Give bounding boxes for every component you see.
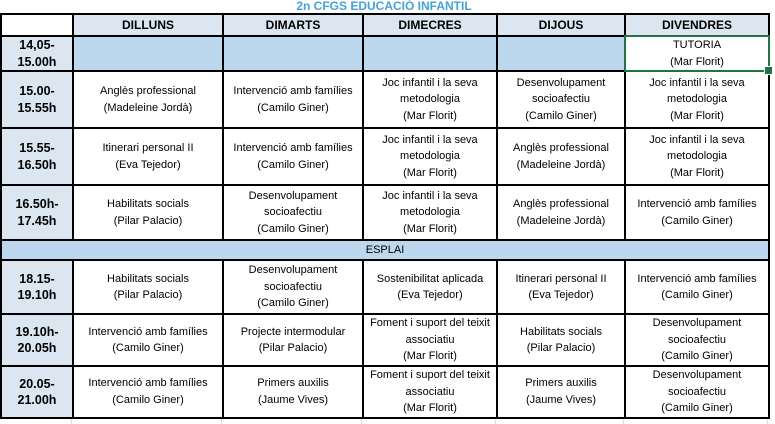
schedule-cell[interactable] bbox=[625, 185, 769, 240]
subject-label: Intervenció amb famílies bbox=[88, 377, 208, 390]
time-slot-text: 15.00- bbox=[19, 84, 55, 99]
schedule-cell[interactable] bbox=[223, 128, 363, 185]
subject-label: Desenvolupament socioafectiu bbox=[516, 76, 606, 106]
time-slot-cell[interactable] bbox=[1, 71, 73, 128]
schedule-cell[interactable] bbox=[73, 314, 223, 366]
schedule-cell[interactable] bbox=[363, 185, 497, 240]
time-slot-text: 21.00h bbox=[17, 392, 57, 407]
schedule-cell[interactable] bbox=[625, 71, 769, 128]
subject-label: Desenvolupament socioafectiu bbox=[248, 264, 338, 293]
schedule-cell[interactable] bbox=[625, 366, 769, 418]
gridline bbox=[623, 419, 624, 424]
esplai-break-row[interactable]: ESPLAI bbox=[1, 240, 769, 260]
teacher-label: (Camilo Giner) bbox=[257, 222, 329, 235]
day-header-divendres[interactable]: DIVENDRES bbox=[625, 14, 769, 36]
teacher-label: (Pilar Palacio) bbox=[526, 342, 596, 354]
time-slot-text: 20.05- bbox=[19, 376, 55, 391]
time-slot-text: 15.55- bbox=[19, 141, 55, 156]
schedule-cell[interactable] bbox=[73, 71, 223, 128]
schedule-cell[interactable] bbox=[223, 260, 363, 314]
subject-label: Intervenció amb famílies bbox=[88, 325, 208, 338]
time-slot-cell[interactable] bbox=[1, 314, 73, 366]
teacher-label: (Camilo Giner) bbox=[257, 158, 329, 171]
time-slot-text: 19.10h- bbox=[15, 324, 59, 339]
empty-cell[interactable] bbox=[223, 36, 363, 71]
teacher-label: (Camilo Giner) bbox=[112, 342, 184, 354]
schedule-cell[interactable] bbox=[497, 185, 625, 240]
time-slot-text: 20.05h bbox=[17, 341, 57, 355]
empty-cell[interactable] bbox=[73, 36, 223, 71]
teacher-label: (Eva Tejedor) bbox=[397, 289, 463, 301]
teacher-label: (Eva Tejedor) bbox=[528, 289, 594, 301]
teacher-label: (Jaume Vives) bbox=[525, 393, 597, 406]
schedule-cell[interactable] bbox=[223, 314, 363, 366]
time-slot-cell[interactable] bbox=[1, 36, 73, 71]
schedule-cell[interactable] bbox=[363, 128, 497, 185]
sheet-gridline-strip bbox=[0, 419, 770, 424]
schedule-cell[interactable] bbox=[497, 128, 625, 185]
teacher-label: (Camilo Giner) bbox=[661, 289, 733, 301]
time-slot-cell[interactable] bbox=[1, 260, 73, 314]
gridline bbox=[71, 419, 72, 424]
schedule-cell[interactable] bbox=[363, 314, 497, 366]
subject-label: Primers auxilis bbox=[257, 377, 329, 390]
corner-cell[interactable] bbox=[1, 14, 73, 36]
selection-border bbox=[624, 35, 770, 72]
day-header-dilluns[interactable]: DILLUNS bbox=[73, 14, 223, 36]
teacher-label: (Jaume Vives) bbox=[257, 393, 329, 406]
schedule-cell[interactable] bbox=[73, 185, 223, 240]
subject-label: TUTORIA bbox=[672, 39, 722, 51]
subject-label: Primers auxilis bbox=[525, 377, 597, 390]
teacher-label: (Mar Florit) bbox=[403, 109, 457, 122]
teacher-label: (Pilar Palacio) bbox=[113, 214, 183, 227]
teacher-label: (Madeleine Jordà) bbox=[103, 101, 193, 114]
teacher-label: (Camilo Giner) bbox=[661, 350, 733, 363]
teacher-label: (Pilar Palacio) bbox=[258, 342, 328, 354]
gridline bbox=[221, 419, 222, 424]
time-slot-cell[interactable] bbox=[1, 366, 73, 418]
teacher-label: (Mar Florit) bbox=[670, 55, 724, 68]
teacher-label: (Mar Florit) bbox=[403, 222, 457, 235]
teacher-label: (Eva Tejedor) bbox=[115, 158, 181, 171]
subject-label: Foment i suport del teixit associatiu bbox=[370, 369, 490, 398]
schedule-cell[interactable] bbox=[223, 185, 363, 240]
time-slot-text: 18.15- bbox=[19, 271, 55, 286]
subject-label: Joc infantil i la seva metodologia bbox=[649, 76, 745, 106]
time-slot-text: 15.55h bbox=[17, 100, 57, 115]
selected-cell-tutoria[interactable] bbox=[625, 36, 769, 71]
schedule-cell[interactable] bbox=[363, 366, 497, 418]
subject-label: Intervenció amb famílies bbox=[233, 142, 353, 154]
subject-label: Sostenibilitat aplicada bbox=[376, 272, 484, 285]
gridline bbox=[495, 419, 496, 424]
schedule-cell[interactable] bbox=[625, 260, 769, 314]
time-slot-text: 17.45h bbox=[17, 213, 57, 228]
empty-cell[interactable] bbox=[497, 36, 625, 71]
subject-label: Habilitats socials bbox=[520, 325, 602, 338]
schedule-cell[interactable] bbox=[497, 366, 625, 418]
schedule-cell[interactable] bbox=[73, 128, 223, 185]
schedule-cell[interactable] bbox=[625, 314, 769, 366]
teacher-label: (Mar Florit) bbox=[403, 402, 457, 414]
subject-label: Joc infantil i la seva metodologia bbox=[382, 133, 478, 163]
time-slot-text: 19.10h bbox=[17, 288, 57, 302]
timetable bbox=[0, 13, 770, 419]
subject-label: Intervenció amb famílies bbox=[637, 198, 757, 210]
subject-label: Habilitats socials bbox=[107, 272, 189, 285]
schedule-cell[interactable] bbox=[223, 366, 363, 418]
teacher-label: (Mar Florit) bbox=[403, 166, 457, 179]
subject-label: Anglès professional bbox=[512, 142, 609, 154]
subject-label: Intervenció amb famílies bbox=[637, 272, 757, 285]
time-slot-text: 15.00h bbox=[17, 54, 57, 69]
teacher-label: (Madeleine Jordà) bbox=[516, 158, 606, 171]
teacher-label: (Mar Florit) bbox=[670, 109, 724, 122]
subject-label: Joc infantil i la seva metodologia bbox=[382, 189, 478, 219]
teacher-label: (Camilo Giner) bbox=[661, 402, 733, 414]
subject-label: Itinerari personal II bbox=[515, 272, 607, 285]
teacher-label: (Pilar Palacio) bbox=[113, 289, 183, 301]
time-slot-cell[interactable] bbox=[1, 185, 73, 240]
schedule-cell[interactable] bbox=[497, 260, 625, 314]
subject-label: Intervenció amb famílies bbox=[233, 85, 353, 97]
teacher-label: (Camilo Giner) bbox=[257, 297, 329, 310]
day-header-dimecres[interactable]: DIMECRES bbox=[363, 14, 497, 36]
gridline bbox=[361, 419, 362, 424]
teacher-label: (Madeleine Jordà) bbox=[516, 214, 606, 227]
fill-handle[interactable] bbox=[764, 66, 773, 75]
teacher-label: (Mar Florit) bbox=[670, 166, 724, 179]
subject-label: Anglès professional bbox=[99, 85, 196, 97]
day-header-dijous[interactable]: DIJOUS bbox=[497, 14, 625, 36]
schedule-cell[interactable] bbox=[73, 260, 223, 314]
subject-label: Projecte intermodular bbox=[240, 325, 346, 338]
page-title: 2n CFGS EDUCACIÓ INFANTIL bbox=[296, 0, 472, 13]
subject-label: Desenvolupament socioafectiu bbox=[652, 369, 742, 398]
schedule-cell[interactable] bbox=[625, 128, 769, 185]
teacher-label: (Camilo Giner) bbox=[257, 101, 329, 114]
subject-label: Joc infantil i la seva metodologia bbox=[649, 133, 745, 163]
subject-label: Joc infantil i la seva metodologia bbox=[382, 76, 478, 106]
time-slot-cell[interactable] bbox=[1, 128, 73, 185]
gridline bbox=[767, 419, 768, 424]
time-slot-text: 16.50h bbox=[17, 157, 57, 172]
teacher-label: (Camilo Giner) bbox=[525, 109, 597, 122]
schedule-cell[interactable] bbox=[223, 71, 363, 128]
subject-label: Anglès professional bbox=[512, 198, 609, 210]
subject-label: Habilitats socials bbox=[107, 198, 189, 210]
schedule-cell[interactable] bbox=[73, 366, 223, 418]
day-header-dimarts[interactable]: DIMARTS bbox=[223, 14, 363, 36]
schedule-cell[interactable] bbox=[363, 71, 497, 128]
teacher-label: (Camilo Giner) bbox=[112, 393, 184, 406]
schedule-cell[interactable] bbox=[497, 71, 625, 128]
time-slot-text: 16.50h- bbox=[15, 197, 59, 212]
schedule-cell[interactable] bbox=[497, 314, 625, 366]
subject-label: Itinerari personal II bbox=[102, 142, 194, 154]
teacher-label: (Camilo Giner) bbox=[661, 214, 733, 227]
teacher-label: (Mar Florit) bbox=[403, 350, 457, 363]
time-slot-text: 14,05- bbox=[19, 38, 55, 53]
empty-cell[interactable] bbox=[363, 36, 497, 71]
subject-label: Desenvolupament socioafectiu bbox=[652, 317, 742, 346]
schedule-cell[interactable] bbox=[363, 260, 497, 314]
subject-label: Desenvolupament socioafectiu bbox=[248, 189, 338, 219]
subject-label: Foment i suport del teixit associatiu bbox=[370, 317, 490, 346]
